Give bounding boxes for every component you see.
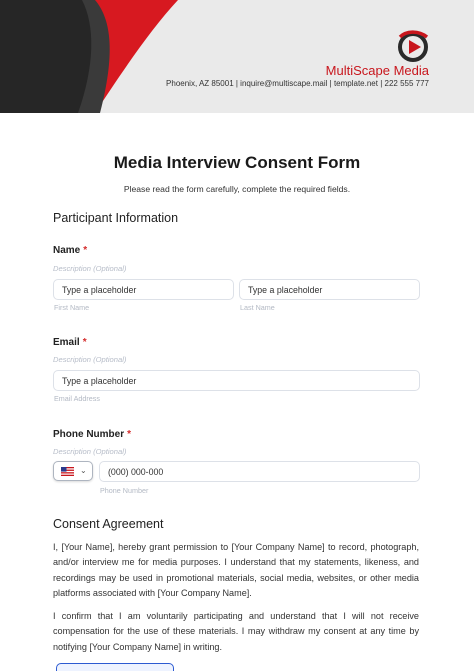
phone-label [53,429,131,440]
phone-label-text: Phone Number [53,429,125,440]
last-name-sublabel: Last Name [240,303,275,312]
phone-sublabel: Phone Number [100,486,149,495]
phone-input[interactable]: (000) 000-000 [99,461,420,482]
consent-paragraph-1: I, [Your Name], hereby grant permission to [Your Company Name] to record, photograph, and/or interview me for media purposes. I understand that my statements, likeness, and recordings may be used in promotional materials, social media, websites, or other media platforms associated with [Your Company Name]. [53,542,419,598]
form-title: Media Interview Consent Form [113,153,361,172]
email-label [53,337,87,348]
last-name-input[interactable]: Type a placeholder [239,279,420,300]
required-mark: * [83,245,88,256]
first-name-input[interactable]: Type a placeholder [53,279,234,300]
email-input[interactable]: Type a placeholder [53,370,420,391]
section-participant-heading: Participant Information [53,211,179,225]
us-flag-icon [61,467,74,476]
country-code-select[interactable] [53,461,93,481]
name-label-text: Name [53,245,81,256]
chevron-down-icon: ⌄ [80,466,87,475]
email-label-text: Email [53,337,80,348]
required-mark: * [82,337,87,348]
play-logo-icon [396,29,430,63]
name-label [53,245,87,256]
partial-input-field[interactable] [56,663,174,671]
first-name-sublabel: First Name [54,303,90,312]
form-subtitle: Please read the form carefully, complete the required fields. [123,184,351,194]
letterhead [0,0,474,113]
email-sublabel: Email Address [54,394,100,403]
required-mark: * [127,429,132,440]
consent-paragraph-2: I confirm that I am voluntarily participating and understand that I will not receive compensation for the use of these materials. I may withdraw my consent at any time by notifying [Your Company Name] in writing. [53,611,419,652]
section-consent-heading: Consent Agreement [53,517,164,531]
name-description: Description (Optional) [53,264,127,273]
contact-info: Phoenix, AZ 85001 | inquire@multiscape.mail | template.net | 222 555 777 [166,79,429,88]
email-description: Description (Optional) [53,355,127,364]
phone-description: Description (Optional) [53,447,127,456]
brand-name: MultiScape Media [325,63,429,78]
